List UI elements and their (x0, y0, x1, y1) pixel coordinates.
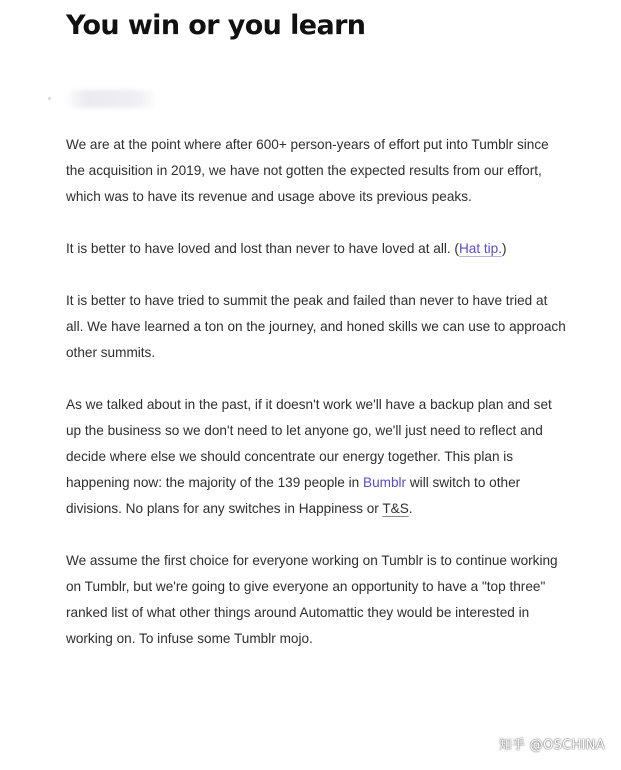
bumblr-link[interactable]: Bumblr (363, 475, 407, 490)
paragraph-4-part-b: will switch to other divisions. No plans for any switches in Happiness or (66, 475, 521, 516)
paragraph-4-part-a: As we talked about in the past, if it doesn't work we'll have a backup plan and set up the business so we don't need to let anyone go, we'll just need to reflect and decide where else we should concentrate our energy together. This plan is happening now: the majority of the 139 people in (66, 397, 552, 490)
paragraph-4-part-c: . (408, 501, 413, 516)
paragraph-2-end: ) (502, 241, 507, 256)
article-title: You win or you learn (66, 10, 366, 41)
article-body (66, 132, 566, 678)
blurred-byline (64, 90, 158, 108)
paragraph-2 (66, 236, 566, 262)
paragraph-1: We are at the point where after 600+ person-years of effort put into Tumblr since the acquisition in 2019, we have not gotten the expected results from our effort, which was to have its revenue and usage above its previous peaks. (66, 137, 549, 204)
paragraph-4 (66, 392, 566, 522)
watermark: 知乎 @OSCHINA (498, 738, 605, 753)
paragraph-2-text: It is better to have loved and lost than never to have loved at all. ( (66, 241, 459, 256)
ts-link[interactable]: T&S (382, 501, 409, 516)
blurred-bullet (48, 97, 51, 100)
paragraph-5: We assume the first choice for everyone working on Tumblr is to continue working on Tumblr, but we're going to give everyone an opportunity to have a "top three" ranked list of what other things around Automattic they would be interested in working on. To infuse some Tumblr mojo. (66, 553, 558, 646)
paragraph-3: It is better to have tried to summit the peak and failed than never to have tried at all. We have learned a ton on the journey, and honed skills we can use to approach other summits. (66, 293, 566, 360)
hat-tip-link[interactable]: Hat tip. (458, 241, 503, 256)
